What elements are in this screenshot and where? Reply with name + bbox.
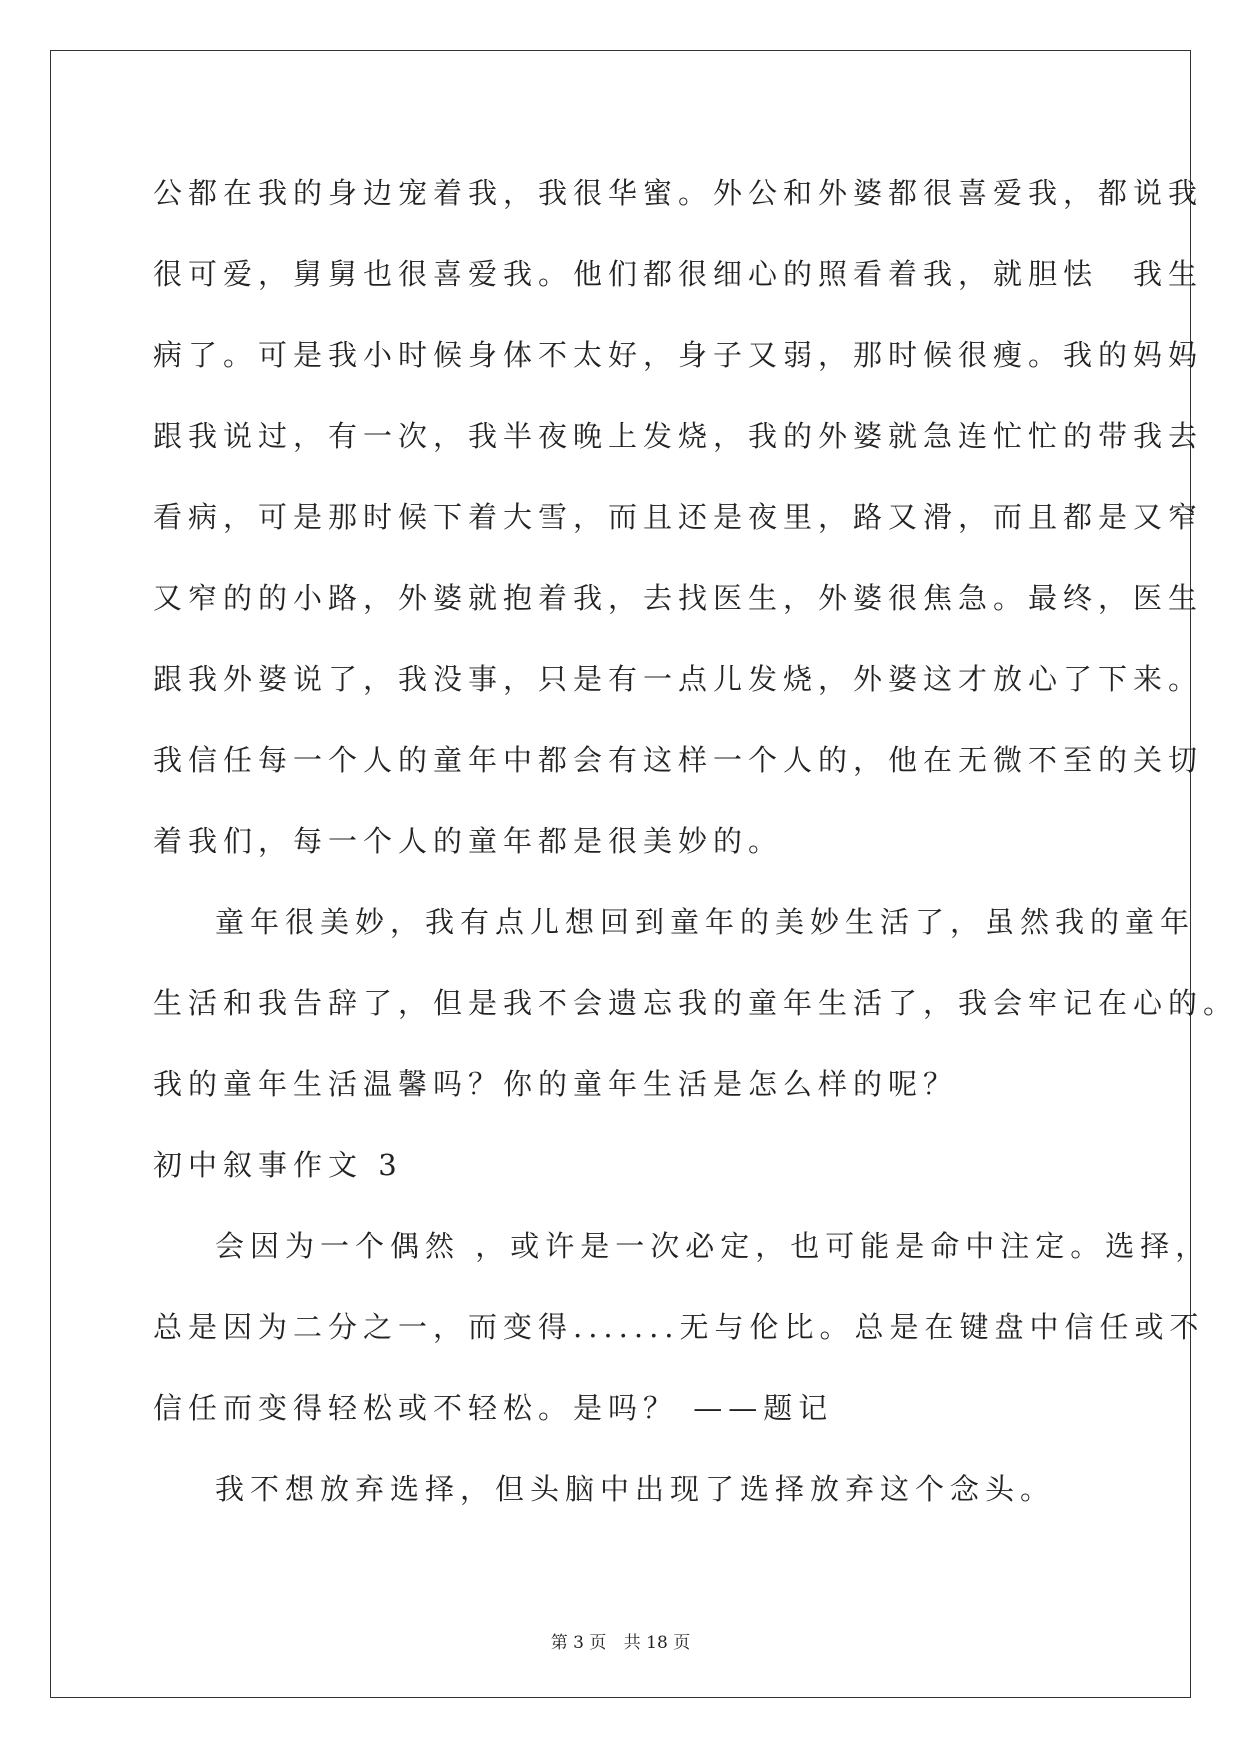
text-line: 跟我说过，有一次，我半夜晚上发烧，我的外婆就急连忙忙的带我去 — [153, 419, 1204, 453]
paragraph-start-line: 会因为一个偶然 ，或许是一次必定，也可能是命中注定。选择， — [215, 1229, 1211, 1263]
paragraph-start-line: 我不想放弃选择，但头脑中出现了选择放弃这个念头。 — [215, 1472, 1056, 1506]
page-footer — [0, 1628, 1241, 1653]
text-line: 信任而变得轻松或不轻松。是吗？ ——题记 — [153, 1391, 834, 1425]
text-line: 总是因为二分之一，而变得.......无与伦比。总是在键盘中信任或不 — [153, 1310, 1205, 1344]
text-line: 着我们，每一个人的童年都是很美妙的。 — [153, 824, 784, 858]
document-body — [153, 165, 1239, 1542]
section-heading: 初中叙事作文 3 — [153, 1148, 403, 1182]
text-line: 我信任每一个人的童年中都会有这样一个人的，他在无微不至的关切 — [153, 743, 1204, 777]
text-line: 很可爱，舅舅也很喜爱我。他们都很细心的照看着我，就胆怯 我生 — [153, 257, 1204, 291]
text-line: 我的童年生活温馨吗？你的童年生活是怎么样的呢？ — [153, 1067, 959, 1101]
text-line: 跟我外婆说了，我没事，只是有一点儿发烧，外婆这才放心了下来。 — [153, 662, 1204, 696]
paragraph-start-line: 童年很美妙，我有点儿想回到童年的美妙生活了，虽然我的童年 — [215, 905, 1196, 939]
text-line: 公都在我的身边宠着我，我很华蜜。外公和外婆都很喜爱我，都说我 — [153, 176, 1204, 210]
total-page-count: 共 18 页 — [623, 1633, 691, 1653]
text-line: 看病，可是那时候下着大雪，而且还是夜里，路又滑，而且都是又窄 — [153, 500, 1204, 534]
text-line: 又窄的的小路，外婆就抱着我，去找医生，外婆很焦急。最终，医生 — [153, 581, 1204, 615]
text-line: 生活和我告辞了，但是我不会遗忘我的童年生活了，我会牢记在心的。 — [153, 986, 1239, 1020]
current-page-number: 第 3 页 — [550, 1633, 607, 1653]
text-line: 病了。可是我小时候身体不太好，身子又弱，那时候很瘦。我的妈妈 — [153, 338, 1204, 372]
